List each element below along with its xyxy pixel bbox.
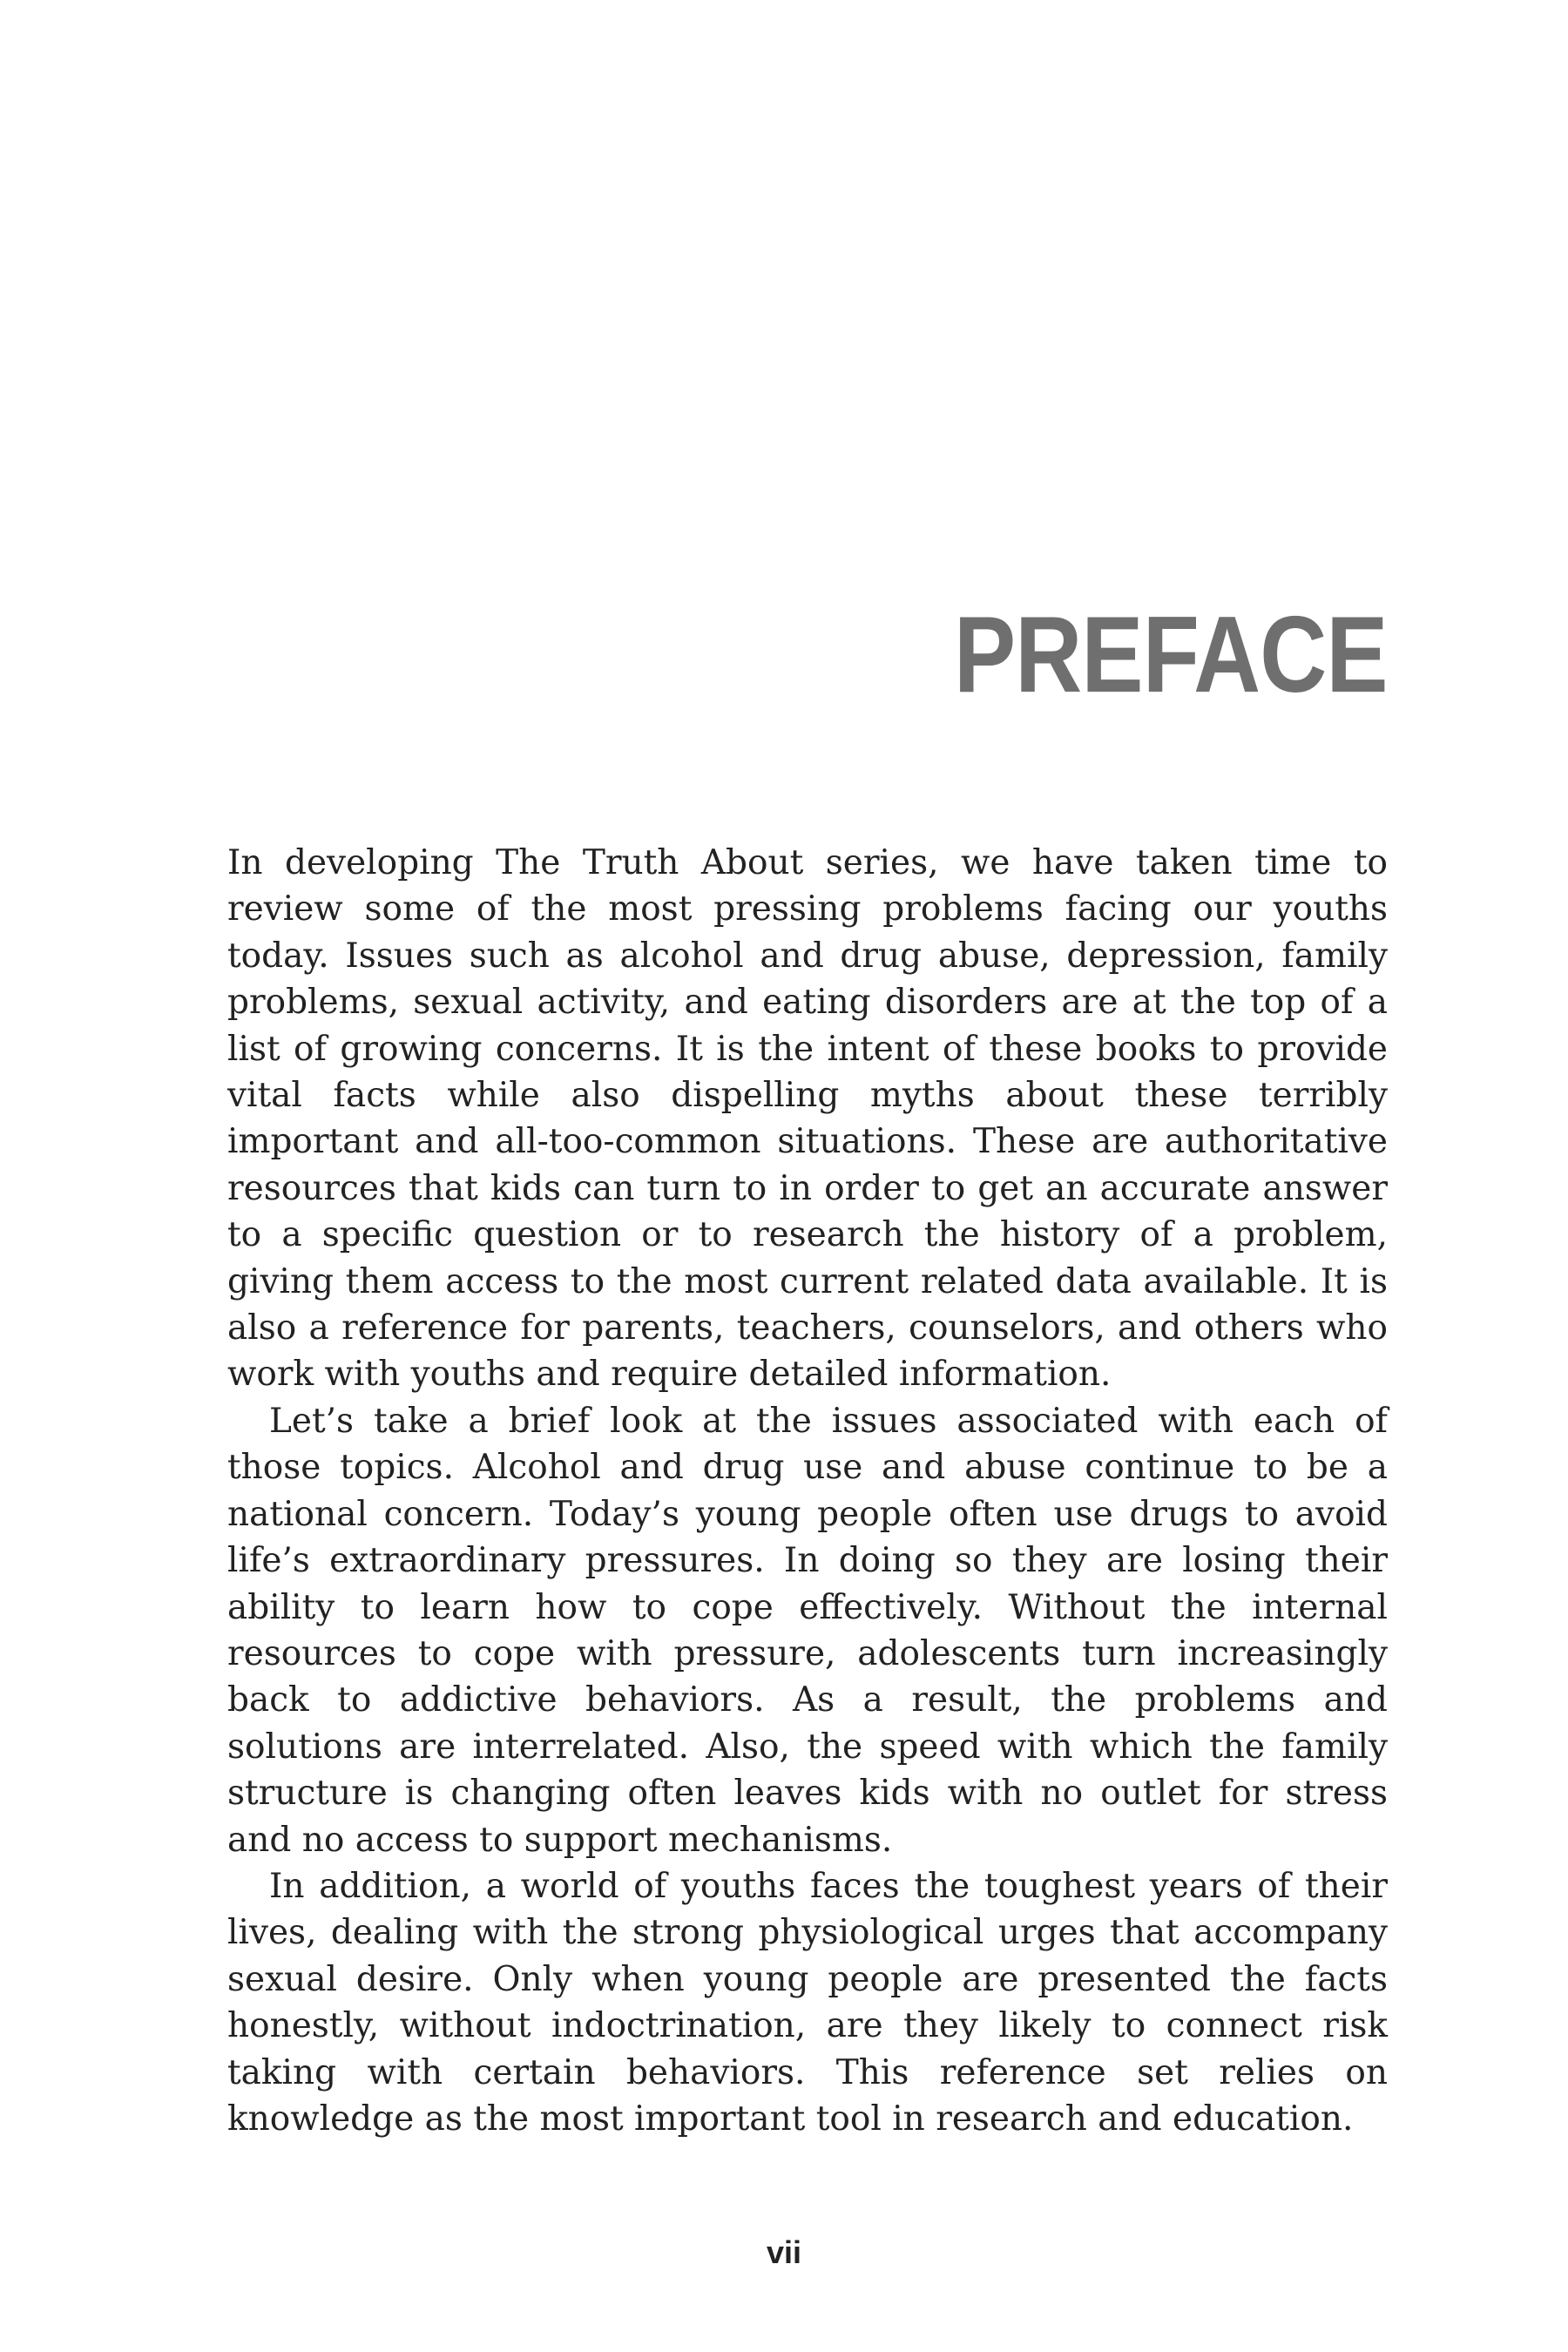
paragraph-3: In addition, a world of youths faces the toughest years of their lives, dealing with the strong physiological urges that accompany sexual desire. Only when young people are presented the facts honestly, without indoctrination, are they likely to connect risk taking with certain behaviors. This reference set relies on knowledge as the most important tool in research and education. [227, 1866, 1388, 2139]
body-text [227, 840, 1388, 2142]
paragraph-2: Let’s take a brief look at the issues associated with each of those topics. Alcohol and drug use and abuse continue to be a national concern. Today’s young people often use drugs to avoid life’s extraordinary pressures. In doing so they are losing their ability to learn how to cope effectively. Without the internal resources to cope with pressure, adolescents turn increasingly back to addictive behaviors. As a result, the problems and solutions are interrelated. Also, the speed with which the family structure is changing often leaves kids with no outlet for stress and no access to support mechanisms. [227, 1401, 1388, 1860]
page-number: vii [766, 2234, 802, 2270]
paragraph-1: In developing The Truth About series, we have taken time to review some of the most pressing problems facing our youths today. Issues such as alcohol and drug abuse, depression, family problems, sexual activity, and eating disorders are at the top of a list of growing concerns. It is the intent of these books to provide vital facts while also dispelling myths about these terribly important and all-too-common situations. These are authoritative resources that kids can turn to in order to get an accurate answer to a specific question or to research the history of a problem, giving them access to the most current related data available. It is also a reference for parents, teachers, counselors, and others who work with youths and require detailed information. [227, 843, 1388, 1395]
page-title: PREFACE [954, 595, 1388, 715]
